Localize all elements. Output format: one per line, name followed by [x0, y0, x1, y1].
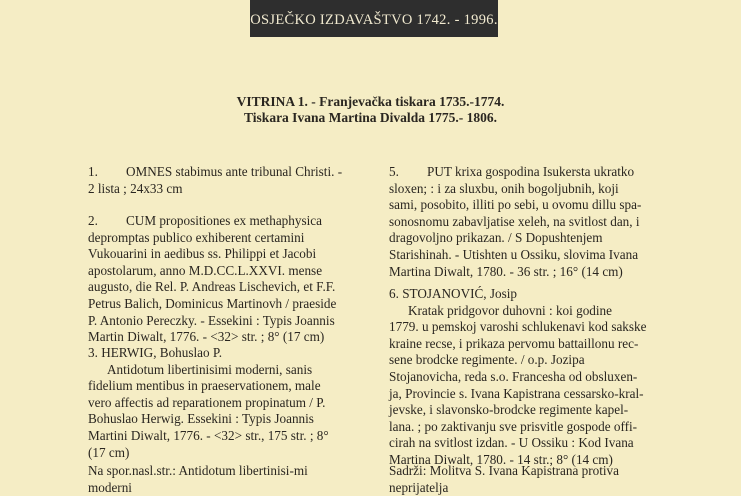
entry-line: sonosnomu zabavljatise xeleh, na svitlost dan, i: [389, 213, 640, 229]
entry-line: ja, Provincie s. Ivana Kapistrana cessarsko-kral-: [389, 385, 644, 401]
entry-line: Bohuslao Herwig. Essekini : Typis Joannis: [88, 411, 314, 427]
entry-author: STOJANOVIĆ, Josip: [402, 286, 517, 301]
catalog-entry-1: [88, 164, 356, 197]
section-heading-line1: VITRINA 1. - Franjevačka tiskara 1735.-1774.: [236, 94, 505, 109]
entry-note-line: moderni: [88, 479, 132, 495]
header-banner: OSJEČKO IZDAVAŠTVO 1742. - 1996.: [250, 0, 498, 37]
entry-author: HERWIG, Bohuslao P.: [101, 345, 223, 360]
entry-number: 2.: [88, 213, 98, 228]
entry-line: Starishinah. - Utishten u Ossiku, slovima Ivana: [389, 246, 639, 262]
entry-line: OMNES stabimus ante tribunal Christi. -: [126, 164, 343, 179]
catalog-entry-5: [389, 164, 653, 280]
entry-number: 1.: [88, 164, 98, 179]
entry-line: CUM propositiones ex methaphysica: [126, 213, 322, 228]
entry-line: Antidotum libertinisimi moderni, sanis: [107, 361, 313, 377]
entry-heading: [88, 345, 356, 362]
entry-line: P. Antonio Pereczky. - Essekini : Typis Joannis: [88, 312, 335, 328]
entry-line: Stojanovicha, reda s.o. Francesha od obsluxen-: [389, 368, 638, 384]
entry-note: [88, 463, 356, 496]
section-heading-line2: Tiskara Ivana Martina Divalda 1775.- 1806.: [244, 110, 497, 125]
catalog-entry-6: [389, 286, 653, 469]
entry-note-line: Sadrži: Molitva S. Ivana Kapistrana protiva: [389, 463, 619, 478]
entry-line: (17 cm): [88, 444, 130, 460]
entry-number: 5.: [389, 164, 399, 179]
entry-line: Vukouarini in aedibus ss. Philippi et Jacobi: [88, 246, 317, 262]
entry-heading: [389, 286, 653, 303]
entry-line: sloxen; : i za sluxbu, onih bogoljubnih, koji: [389, 180, 619, 196]
entry-line: 1779. u pemskoj varoshi schlukenavi kod sakske: [389, 319, 647, 335]
entry-note: [389, 463, 653, 496]
catalog-entry-3: [88, 345, 356, 461]
entry-number: 6.: [389, 286, 399, 301]
entry-line: Martin Diwalt, 1776. - <32> str. ; 8° (17 cm): [88, 329, 325, 345]
entry-line: lana. ; po zaktivanju sve prisvitle gospode offi-: [389, 418, 638, 434]
entry-line: cirah na svitlost izdan. - U Ossiku : Kod Ivana: [389, 435, 634, 451]
entry-line: apostolarum, anno M.D.CC.L.XXVI. mense: [88, 262, 323, 278]
entry-line: fidelium mentibus in praeservationem, male: [88, 378, 321, 394]
entry-line: Martina Diwalt, 1780. - 14 str.; 8° (14 cm): [389, 451, 613, 467]
entry-line: 2 lista ; 24x33 cm: [88, 180, 183, 196]
entry-line: sene brodcke regimente. / o.p. Jozipa: [389, 352, 585, 368]
entry-line: depromptas publico exhiberent certamini: [88, 229, 305, 245]
catalog-entry-2: [88, 213, 356, 346]
entry-line: vero affectis ad reparationem propinatum / P.: [88, 394, 326, 410]
entry-line: PUT krixa gospodina Isukersta ukratko: [427, 164, 635, 179]
entry-line: augusto, die Rel. P. Andreas Lischevich, et F.F.: [88, 279, 336, 295]
entry-line: Martina Diwalt, 1780. - 36 str. ; 16° (14 cm): [389, 263, 623, 279]
entry-line: Petrus Balich, Dominicus Martinovh / praeside: [88, 295, 337, 311]
entry-line: jevske, i slavonsko-brodcke regimente kapel-: [389, 402, 629, 418]
entry-number: 3.: [88, 345, 98, 360]
entry-note-line: neprijatelja: [389, 479, 449, 495]
entry-line: Martini Diwalt, 1776. - <32> str., 175 str. ; 8°: [88, 427, 329, 443]
entry-note-line: Na spor.nasl.str.: Antidotum libertinisi-mi: [88, 463, 308, 478]
entry-line: dragovoljno prikazan. / S Dopushtenjem: [389, 230, 603, 246]
entry-line: Kratak pridgovor duhovni : koi godine: [408, 302, 613, 318]
entry-line: sami, posobito, illiti po sebi, u ovomu dillu spa-: [389, 197, 642, 213]
entry-line: kraine recse, i prikaza pervomu battaillonu rec-: [389, 335, 639, 351]
